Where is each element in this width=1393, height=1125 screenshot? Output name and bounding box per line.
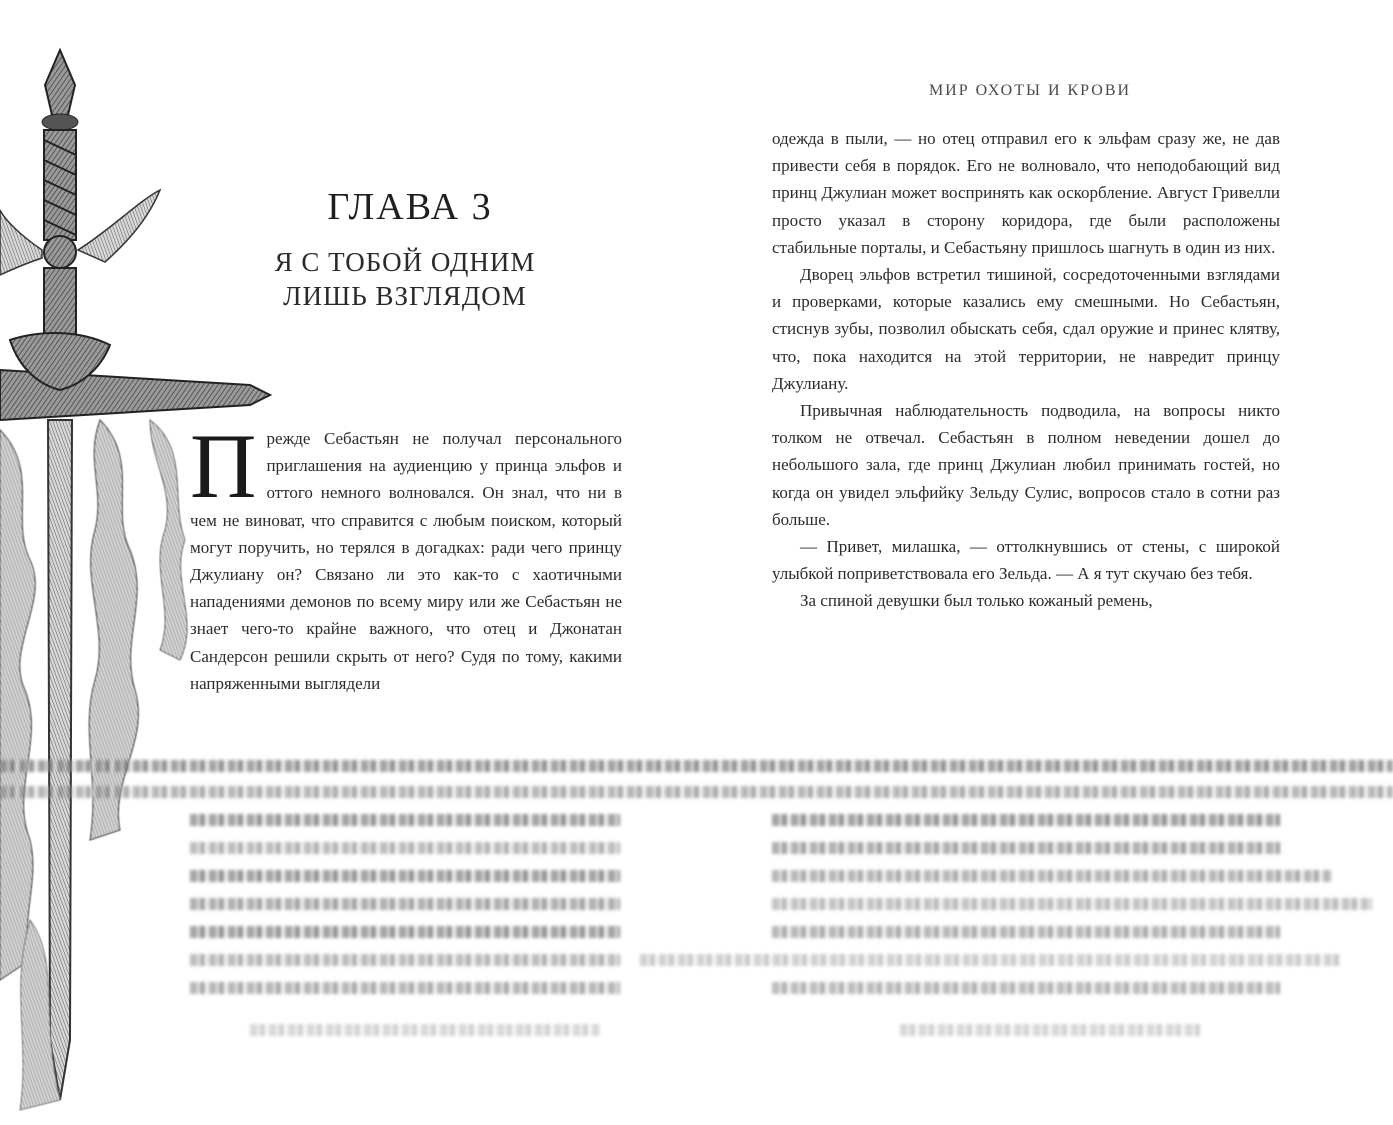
left-page-text — [190, 415, 622, 697]
blurred-line — [0, 786, 1393, 798]
blurred-line — [640, 954, 1340, 966]
blurred-line — [190, 898, 620, 910]
blurred-line — [772, 898, 1372, 910]
blurred-line — [900, 1024, 1200, 1036]
blurred-line — [772, 870, 1332, 882]
right-page-text — [772, 125, 1280, 615]
blurred-line — [250, 1024, 600, 1036]
blurred-line — [772, 842, 1280, 854]
left-paragraph: режде Себастьян не получал персонального приглашения на аудиенцию у принца эльфов и оттого немного волновался. Он знал, что ни в чем не виноват, что справится с любым поиском, который могут поручить, но терялся в догадках: ради чего принцу Джулиану он? Связано ли это как-то с хаотичными нападениями демонов по всему миру или же Себастьян не знает чего-то крайне важного, что отец и Джонатан Сандерсон решили скрыть от него? Судя по тому, какими напряженными выглядели — [190, 429, 622, 693]
chapter-subtitle-line-1: Я С ТОБОЙ ОДНИМ — [274, 247, 536, 277]
right-paragraph-5: За спиной девушки был только кожаный ремень, — [800, 591, 1153, 611]
blurred-line — [772, 814, 1280, 826]
chapter-title: ГЛАВА 3 — [327, 186, 493, 228]
blurred-line — [190, 926, 620, 938]
blurred-line — [772, 982, 1280, 994]
chapter-subtitle — [205, 245, 605, 313]
drop-cap: П — [190, 415, 257, 517]
blurred-line — [190, 814, 620, 826]
chapter-subtitle-line-2: ЛИШЬ ВЗГЛЯДОМ — [283, 281, 527, 311]
blurred-line — [190, 982, 620, 994]
blurred-line — [0, 760, 1393, 772]
running-head: МИР ОХОТЫ И КРОВИ — [928, 82, 1132, 99]
blurred-text-region — [0, 752, 1393, 1052]
blurred-line — [190, 954, 620, 966]
right-paragraph-3: Привычная наблюдательность подводила, на вопросы никто толком не отвечал. Себастьян в полном неведении дошел до небольшого зала, где принц Джулиан любил принимать гостей, но когда он увидел эльфийку Зельду Сулис, вопросов стало в сотни раз больше. — [772, 401, 1280, 529]
right-paragraph-2: Дворец эльфов встретил тишиной, сосредоточенными взглядами и проверками, которые казались ему смешными. Но Себастьян, стиснув зубы, позволил обыскать себя, сдал оружие и принес клятву, что, пока находится на этой территории, не навредит принцу Джулиану. — [772, 265, 1280, 393]
right-paragraph-4: — Привет, милашка, — оттолкнувшись от стены, с широкой улыбкой поприветствовала его Зельда. — А я тут скучаю без тебя. — [772, 537, 1280, 584]
blurred-line — [190, 870, 620, 882]
blurred-line — [190, 842, 620, 854]
blurred-line — [772, 926, 1280, 938]
right-paragraph-1: одежда в пыли, — но отец отправил его к эльфам сразу же, не дав привести себя в порядок. Его не волновало, что неподобающий вид принц Джулиан может воспринять как оскорбление. Август Гривелли просто указал в сторону коридора, где были расположены стабильные порталы, и Себастьяну пришлось шагнуть в один из них. — [772, 129, 1280, 257]
